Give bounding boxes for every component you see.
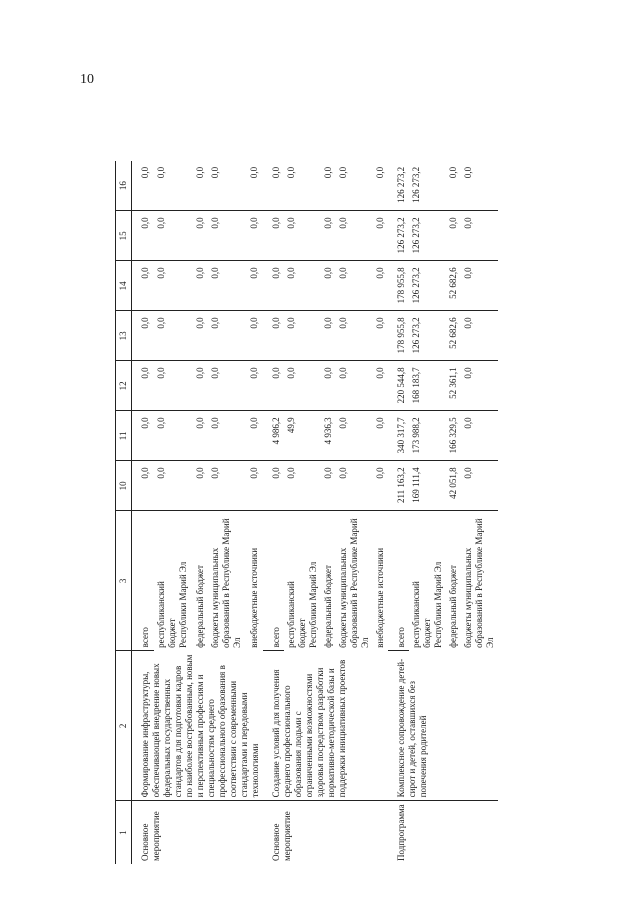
- funding-value: 211 163,2: [388, 461, 409, 511]
- funding-value: 0,0: [193, 161, 209, 211]
- funding-source: бюджеты муниципальных образований в Республике Марий Эл: [463, 518, 495, 648]
- funding-value: 0,0: [321, 161, 336, 211]
- funding-value: 0,0: [321, 361, 336, 411]
- funding-value: 0,0: [321, 311, 336, 361]
- program-status: Основное мероприятие: [140, 811, 161, 861]
- funding-value: 0,0: [446, 211, 461, 261]
- funding-value: 0,0: [284, 361, 321, 411]
- funding-value: 0,0: [247, 261, 263, 311]
- funding-value: 0,0: [446, 161, 461, 211]
- funding-source: республиканский бюджет Республики Марий Эл: [156, 561, 189, 648]
- funding-value: 0,0: [154, 361, 193, 411]
- program-name: Создание условий для получения среднего профессионального образования людьми с ограниченными возможностями здоровья посредством разработки нормативно-методической базы и поддержки инициативных проектов: [263, 651, 388, 801]
- table-row: [263, 161, 284, 864]
- column-number-header: 11: [116, 411, 132, 461]
- funding-value: 0,0: [193, 261, 209, 311]
- funding-value: 126 273,2: [409, 261, 446, 311]
- page-number: 10: [80, 72, 94, 87]
- funding-value: 0,0: [193, 311, 209, 361]
- funding-value: 0,0: [132, 411, 155, 461]
- funding-value: 168 183,7: [409, 361, 446, 411]
- column-number-row: [116, 161, 132, 864]
- funding-value: 0,0: [247, 361, 263, 411]
- column-number-header: 14: [116, 261, 132, 311]
- funding-source: бюджеты муниципальных образований в Республике Марий Эл: [338, 518, 370, 648]
- program-name: Формирование инфраструктуры, обеспечивающей внедрение новых федеральных государственных стандартов для подготовки кадров по наиболее востребованным, новым и перспективным профессиям и специальностям среднего профессионального образования в соответствии с современными стандартами и передовыми технологиями: [132, 651, 264, 801]
- funding-value: 0,0: [193, 411, 209, 461]
- funding-value: 0,0: [193, 361, 209, 411]
- funding-value: 0,0: [336, 211, 373, 261]
- funding-value: 52 682,6: [446, 261, 461, 311]
- funding-value: 0,0: [154, 161, 193, 211]
- funding-value: 0,0: [154, 461, 193, 511]
- funding-value: 0,0: [132, 311, 155, 361]
- funding-value: 0,0: [461, 261, 498, 311]
- budget-table: [115, 161, 498, 864]
- funding-value: 0,0: [208, 461, 247, 511]
- funding-value: 169 111,4: [409, 461, 446, 511]
- funding-value: 0,0: [461, 161, 498, 211]
- funding-value: 0,0: [336, 261, 373, 311]
- funding-source: всего: [263, 511, 284, 651]
- column-number-header: 16: [116, 161, 132, 211]
- funding-value: 178 955,8: [388, 311, 409, 361]
- funding-value: 0,0: [336, 461, 373, 511]
- funding-value: 0,0: [263, 211, 284, 261]
- column-number-header: 10: [116, 461, 132, 511]
- funding-value: 4 986,2: [263, 411, 284, 461]
- funding-value: 340 317,7: [388, 411, 409, 461]
- funding-value: 0,0: [154, 261, 193, 311]
- program-name: Комплексное сопровождение детей-сирот и детей, оставшихся без попечения родителей: [388, 651, 498, 801]
- funding-value: 126 273,2: [409, 211, 446, 261]
- funding-value: 178 955,8: [388, 261, 409, 311]
- funding-value: 0,0: [284, 261, 321, 311]
- funding-value: 173 988,2: [409, 411, 446, 461]
- funding-value: 0,0: [208, 361, 247, 411]
- table-row: [388, 161, 409, 864]
- funding-source: всего: [388, 511, 409, 651]
- funding-value: 0,0: [373, 161, 388, 211]
- funding-value: 0,0: [263, 311, 284, 361]
- funding-source: федеральный бюджет: [448, 565, 458, 648]
- program-status: Подпрограмма: [396, 804, 406, 861]
- funding-value: 0,0: [373, 411, 388, 461]
- funding-value: 0,0: [461, 361, 498, 411]
- funding-value: 0,0: [193, 461, 209, 511]
- funding-value: 0,0: [284, 311, 321, 361]
- funding-value: 0,0: [247, 211, 263, 261]
- funding-source: всего: [132, 511, 155, 651]
- funding-value: 0,0: [321, 211, 336, 261]
- funding-value: 42 051,8: [446, 461, 461, 511]
- funding-value: 0,0: [208, 411, 247, 461]
- funding-value: 0,0: [336, 311, 373, 361]
- funding-value: 0,0: [461, 311, 498, 361]
- funding-value: 0,0: [263, 361, 284, 411]
- funding-source: республиканский бюджет Республики Марий Эл: [411, 561, 443, 648]
- funding-source: федеральный бюджет: [194, 565, 205, 648]
- funding-value: 0,0: [208, 161, 247, 211]
- funding-value: 0,0: [208, 261, 247, 311]
- funding-value: 52 682,6: [446, 311, 461, 361]
- funding-value: 0,0: [284, 161, 321, 211]
- funding-value: 4 936,3: [321, 411, 336, 461]
- funding-value: 126 273,2: [409, 161, 446, 211]
- funding-value: 52 361,1: [446, 361, 461, 411]
- funding-value: 0,0: [263, 461, 284, 511]
- funding-value: 0,0: [373, 211, 388, 261]
- funding-value: 0,0: [208, 211, 247, 261]
- funding-value: 0,0: [247, 411, 263, 461]
- column-number-header: 15: [116, 211, 132, 261]
- column-number-header: 2: [116, 651, 132, 801]
- funding-source: внебюджетные источники: [375, 547, 385, 648]
- funding-value: 166 329,5: [446, 411, 461, 461]
- funding-value: 0,0: [461, 211, 498, 261]
- funding-value: 0,0: [247, 161, 263, 211]
- column-number-header: 13: [116, 311, 132, 361]
- funding-value: 49,9: [284, 411, 321, 461]
- funding-source: бюджеты муниципальных образований в Республике Марий Эл: [210, 518, 243, 648]
- column-number-header: 12: [116, 361, 132, 411]
- funding-value: 0,0: [336, 361, 373, 411]
- funding-value: 0,0: [373, 261, 388, 311]
- funding-value: 0,0: [208, 311, 247, 361]
- funding-value: 0,0: [284, 211, 321, 261]
- funding-value: 0,0: [154, 411, 193, 461]
- funding-value: 0,0: [132, 461, 155, 511]
- funding-value: 0,0: [247, 461, 263, 511]
- funding-value: 126 273,2: [388, 211, 409, 261]
- funding-value: 0,0: [154, 311, 193, 361]
- column-number-header: 1: [116, 801, 132, 864]
- funding-value: 0,0: [247, 311, 263, 361]
- funding-value: 0,0: [263, 261, 284, 311]
- funding-value: 126 273,2: [388, 161, 409, 211]
- funding-source: федеральный бюджет: [323, 565, 333, 648]
- funding-value: 0,0: [193, 211, 209, 261]
- funding-value: 0,0: [461, 411, 498, 461]
- table-row: [132, 161, 155, 864]
- funding-value: 0,0: [336, 411, 373, 461]
- funding-value: 0,0: [132, 161, 155, 211]
- funding-source: внебюджетные источники: [249, 547, 260, 648]
- funding-value: 126 273,2: [409, 311, 446, 361]
- funding-source: республиканский бюджет Республики Марий Эл: [286, 561, 318, 648]
- funding-value: 0,0: [321, 461, 336, 511]
- funding-value: 0,0: [373, 361, 388, 411]
- funding-value: 0,0: [336, 161, 373, 211]
- program-status: Основное мероприятие: [271, 811, 292, 861]
- funding-value: 0,0: [284, 461, 321, 511]
- funding-value: 0,0: [132, 361, 155, 411]
- funding-value: 0,0: [132, 261, 155, 311]
- funding-value: 0,0: [461, 461, 498, 511]
- funding-value: 0,0: [154, 211, 193, 261]
- funding-value: 220 544,8: [388, 361, 409, 411]
- funding-value: 0,0: [321, 261, 336, 311]
- funding-value: 0,0: [263, 161, 284, 211]
- funding-value: 0,0: [373, 461, 388, 511]
- column-number-header: 3: [116, 511, 132, 651]
- funding-value: 0,0: [373, 311, 388, 361]
- funding-value: 0,0: [132, 211, 155, 261]
